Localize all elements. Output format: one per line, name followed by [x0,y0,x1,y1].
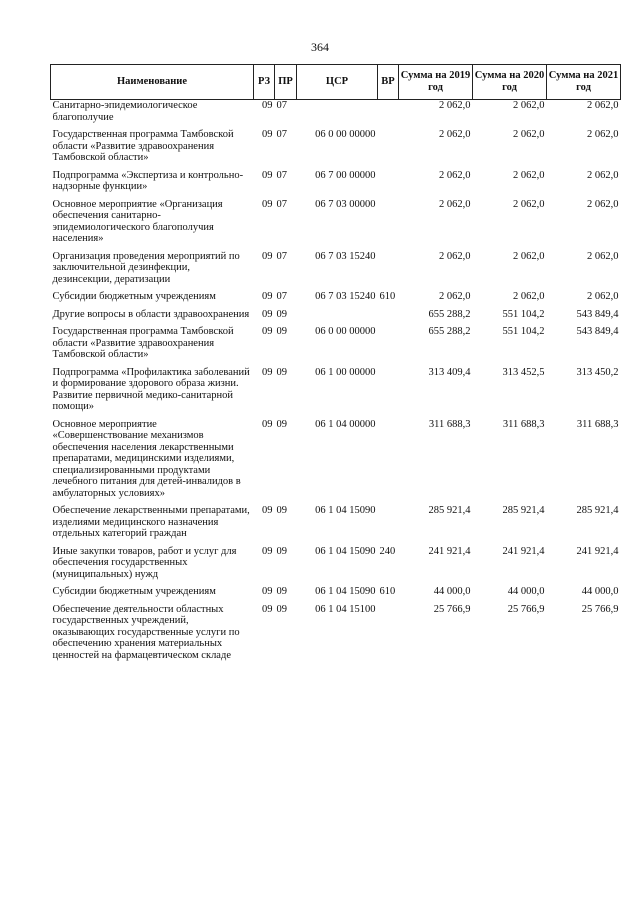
cell-2020: 551 104,2 [502,326,545,337]
cell-vr: 610 [379,291,396,302]
cell-pr: 07 [276,100,287,111]
cell-pr: 09 [276,326,287,337]
cell-csr [297,100,378,130]
cell-rz: 09 [262,586,273,597]
table-row [51,129,621,170]
cell-2020: 241 921,4 [502,545,545,557]
cell-2021: 25 766,9 [581,603,619,615]
table-header-row [51,65,621,100]
cell-csr: 06 7 03 15240 [315,250,376,262]
cell-vr [378,367,399,419]
cell-pr: 07 [276,169,287,181]
cell-2020: 25 766,9 [507,603,545,615]
cell-2021: 543 849,4 [576,326,619,337]
cell-vr [378,129,399,170]
header-csr: ЦСР [297,65,378,100]
cell-2021: 2 062,0 [587,129,619,140]
table-row [51,100,621,130]
cell-2019: 285 921,4 [428,505,471,516]
cell-2020: 2 062,0 [513,129,545,140]
table-row [51,604,621,668]
header-pr: ПР [275,65,297,100]
cell-pr: 09 [276,586,287,597]
cell-2019: 2 062,0 [439,291,471,302]
cell-2019: 2 062,0 [439,129,471,140]
cell-csr: 06 1 04 15090 [315,586,376,597]
cell-rz: 09 [262,545,273,557]
cell-2019: 655 288,2 [428,308,471,320]
cell-rz: 09 [262,291,273,302]
cell-pr: 07 [276,291,287,302]
header-vr: ВР [378,65,399,100]
budget-table [50,64,621,667]
cell-2019: 2 062,0 [439,100,471,111]
cell-name: Подпрограмма «Экспертиза и контрольно-надзорные функции» [52,169,244,192]
cell-csr: 06 0 00 00000 [315,326,376,337]
cell-name: Другие вопросы в области здравоохранения [52,308,250,320]
cell-2021: 285 921,4 [576,505,619,516]
table-row [51,309,621,327]
cell-2021: 311 688,3 [576,418,619,430]
header-2019: Сумма на 2019 год [399,65,473,100]
cell-name: Подпрограмма «Профилактика заболеваний и формирование здорового образа жизни. Развитие первичной медико-санитарной помощи» [52,366,250,412]
cell-2020: 2 062,0 [513,198,545,210]
table-row [51,170,621,199]
cell-2020: 2 062,0 [513,291,545,302]
cell-vr [378,309,399,327]
cell-csr: 06 1 04 00000 [315,418,376,430]
cell-2019: 44 000,0 [433,586,471,597]
cell-2020: 311 688,3 [502,418,545,430]
table-row [51,367,621,419]
cell-2020: 44 000,0 [507,586,545,597]
table-row [51,419,621,506]
cell-vr [378,251,399,292]
cell-2019: 313 409,4 [428,366,471,378]
cell-csr: 06 1 00 00000 [315,366,376,378]
cell-vr [378,100,399,130]
cell-2021: 241 921,4 [576,545,619,557]
table-row [51,291,621,309]
cell-name: Субсидии бюджетным учреждениям [52,291,216,302]
cell-name: Обеспечение лекарственными препаратами, изделиями медицинского назначения отдельных категорий граждан [52,505,250,539]
cell-pr: 09 [276,308,287,320]
cell-2019: 2 062,0 [439,169,471,181]
cell-vr [378,170,399,199]
cell-name: Организация проведения мероприятий по заключительной дезинфекции, дезинсекции, дератизации [52,250,240,285]
cell-2019: 2 062,0 [439,250,471,262]
cell-rz: 09 [262,198,273,210]
cell-name: Основное мероприятие «Организация обеспечения санитарно-эпидемиологического благополучия населения» [52,198,223,244]
cell-name: Иные закупки товаров, работ и услуг для обеспечения государственных (муниципальных) нужд [52,545,237,580]
cell-name: Субсидии бюджетным учреждениям [52,586,216,597]
table-row [51,251,621,292]
cell-csr: 06 1 04 15090 [315,545,376,557]
cell-pr: 09 [276,366,287,378]
cell-pr: 09 [276,505,287,516]
header-name: Наименование [51,65,254,100]
cell-2019: 2 062,0 [439,198,471,210]
cell-csr: 06 1 04 15100 [315,603,376,615]
cell-rz: 09 [262,505,273,516]
cell-csr: 06 7 03 00000 [315,198,376,210]
cell-pr: 09 [276,603,287,615]
table-row [51,546,621,587]
cell-csr [297,309,378,327]
header-2020: Сумма на 2020 год [473,65,547,100]
cell-vr: 610 [379,586,396,597]
cell-pr: 09 [276,545,287,557]
cell-vr [378,419,399,506]
cell-pr: 07 [276,250,287,262]
cell-2020: 551 104,2 [502,308,545,320]
cell-2020: 2 062,0 [513,169,545,181]
cell-2021: 2 062,0 [587,198,619,210]
cell-2021: 2 062,0 [587,291,619,302]
page-number: 364 [311,40,329,54]
cell-vr: 240 [379,545,396,557]
cell-2019: 655 288,2 [428,326,471,337]
cell-2020: 2 062,0 [513,100,545,111]
cell-rz: 09 [262,418,273,430]
cell-pr: 07 [276,129,287,140]
cell-rz: 09 [262,366,273,378]
cell-rz: 09 [262,603,273,615]
cell-2020: 285 921,4 [502,505,545,516]
table-row [51,505,621,546]
cell-2021: 2 062,0 [587,250,619,262]
table-row [51,199,621,251]
cell-vr [378,505,399,546]
cell-2021: 543 849,4 [576,308,619,320]
cell-2020: 2 062,0 [513,250,545,262]
cell-name: Санитарно-эпидемиологическое благополучие [52,100,198,123]
cell-pr: 07 [276,198,287,210]
cell-2019: 25 766,9 [433,603,471,615]
cell-name: Обеспечение деятельности областных государственных учреждений, оказывающих государственные услуги по обеспечению хранения материальных ценностей на фармацевтическом складе [52,603,240,661]
cell-csr: 06 1 04 15090 [315,505,376,516]
cell-2019: 311 688,3 [428,418,471,430]
cell-2021: 313 450,2 [576,366,619,378]
cell-rz: 09 [262,169,273,181]
cell-csr: 06 0 00 00000 [315,129,376,140]
header-2021: Сумма на 2021 год [547,65,621,100]
table-body [51,100,621,668]
cell-rz: 09 [262,250,273,262]
cell-rz: 09 [262,308,273,320]
cell-csr: 06 7 00 00000 [315,169,376,181]
cell-rz: 09 [262,129,273,140]
cell-2021: 2 062,0 [587,169,619,181]
table-row [51,326,621,367]
cell-name: Государственная программа Тамбовской области «Развитие здравоохранения Тамбовской области» [52,326,234,360]
cell-name: Государственная программа Тамбовской области «Развитие здравоохранения Тамбовской области» [52,129,234,163]
cell-vr [378,604,399,668]
cell-2020: 313 452,5 [502,366,545,378]
cell-vr [378,199,399,251]
cell-name: Основное мероприятие «Совершенствование механизмов обеспечения населения лекарственными препаратами, медицинскими изделиями, специализированными продуктами лечебного питания для детей-инвалидов в амбулаторных условиях» [52,418,241,499]
cell-vr [378,326,399,367]
cell-2021: 44 000,0 [581,586,619,597]
cell-rz: 09 [262,100,273,111]
header-rz: РЗ [254,65,275,100]
cell-pr: 09 [276,418,287,430]
cell-csr: 06 7 03 15240 [315,291,376,302]
table-row [51,586,621,604]
cell-rz: 09 [262,326,273,337]
cell-2019: 241 921,4 [428,545,471,557]
cell-2021: 2 062,0 [587,100,619,111]
